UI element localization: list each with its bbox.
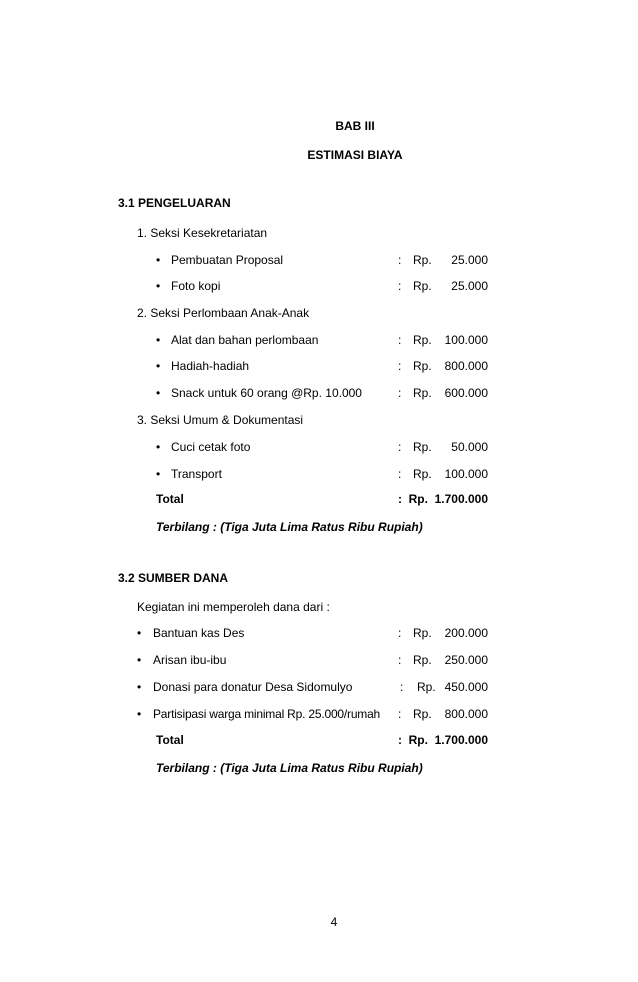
item-amount: 100.000: [444, 467, 488, 481]
item-label: Pembuatan Proposal: [171, 253, 284, 267]
item-label: Transport: [171, 467, 222, 481]
list-item: [0, 359, 638, 373]
bullet-icon: •: [156, 333, 161, 347]
item-label: Donasi para donatur Desa Sidomulyo: [153, 680, 353, 694]
total-value: Rp. 1.700.000: [408, 733, 488, 747]
section-intro: Kegiatan ini memperoleh dana dari :: [137, 600, 330, 614]
bullet-icon: •: [156, 253, 161, 267]
item-colon: :: [398, 386, 402, 400]
item-label: Snack untuk 60 orang @Rp. 10.000: [171, 386, 362, 400]
section-heading-pengeluaran: 3.1 PENGELUARAN: [118, 196, 231, 210]
item-currency: Rp.: [413, 333, 432, 347]
group-label-kesekretariatan: 1. Seksi Kesekretariatan: [137, 226, 268, 240]
list-item: [0, 707, 638, 721]
item-currency: Rp.: [413, 386, 432, 400]
item-label: Foto kopi: [171, 279, 221, 293]
item-colon: :: [398, 333, 402, 347]
item-currency: Rp.: [413, 440, 432, 454]
total-row: [0, 733, 638, 747]
item-label: Partisipasi warga minimal Rp. 25.000/rumah: [153, 707, 381, 721]
item-amount: 600.000: [444, 386, 488, 400]
bullet-icon: •: [156, 279, 161, 293]
bullet-icon: •: [137, 680, 142, 694]
item-currency: Rp.: [413, 653, 432, 667]
item-currency: Rp.: [417, 680, 436, 694]
item-colon: :: [400, 680, 404, 694]
item-currency: Rp.: [413, 707, 432, 721]
item-colon: :: [398, 707, 402, 721]
bullet-icon: •: [137, 653, 142, 667]
item-currency: Rp.: [413, 626, 432, 640]
item-amount: 25.000: [451, 253, 488, 267]
list-item: [0, 680, 638, 694]
list-item: [0, 467, 638, 481]
item-colon: :: [398, 467, 402, 481]
item-amount: 50.000: [451, 440, 488, 454]
list-item: [0, 386, 638, 400]
item-amount: 200.000: [444, 626, 488, 640]
item-label: Bantuan kas Des: [153, 626, 245, 640]
item-colon: :: [398, 359, 402, 373]
bullet-icon: •: [156, 467, 161, 481]
list-item: [0, 653, 638, 667]
item-amount: 100.000: [444, 333, 488, 347]
terbilang-text: Terbilang : (Tiga Juta Lima Ratus Ribu Rupiah): [156, 520, 423, 534]
item-currency: Rp.: [413, 279, 432, 293]
bullet-icon: •: [137, 707, 142, 721]
page-title: ESTIMASI BIAYA: [307, 148, 403, 162]
item-colon: :: [398, 253, 402, 267]
chapter-label: BAB III: [335, 119, 375, 133]
group-label-perlombaan: 2. Seksi Perlombaan Anak-Anak: [137, 306, 310, 320]
item-colon: :: [398, 653, 402, 667]
item-label: Alat dan bahan perlombaan: [171, 333, 319, 347]
bullet-icon: •: [156, 440, 161, 454]
list-item: [0, 253, 638, 267]
item-label: Hadiah-hadiah: [171, 359, 250, 373]
total-label: Total: [156, 733, 184, 747]
bullet-icon: •: [156, 386, 161, 400]
item-colon: :: [398, 626, 402, 640]
list-item: [0, 333, 638, 347]
item-currency: Rp.: [413, 359, 432, 373]
item-label: Cuci cetak foto: [171, 440, 251, 454]
list-item: [0, 626, 638, 640]
total-row: [0, 492, 638, 506]
page-number: 4: [330, 915, 338, 929]
total-colon: :: [398, 733, 402, 747]
item-amount: 250.000: [444, 653, 488, 667]
terbilang-text: Terbilang : (Tiga Juta Lima Ratus Ribu Rupiah): [156, 761, 423, 775]
total-colon: :: [398, 492, 402, 506]
bullet-icon: •: [156, 359, 161, 373]
item-amount: 25.000: [451, 279, 488, 293]
bullet-icon: •: [137, 626, 142, 640]
group-label-umum-dokumentasi: 3. Seksi Umum & Dokumentasi: [137, 413, 304, 427]
total-value: Rp. 1.700.000: [408, 492, 488, 506]
item-label: Arisan ibu-ibu: [153, 653, 227, 667]
list-item: [0, 279, 638, 293]
item-currency: Rp.: [413, 467, 432, 481]
list-item: [0, 440, 638, 454]
item-currency: Rp.: [413, 253, 432, 267]
total-label: Total: [156, 492, 184, 506]
item-colon: :: [398, 440, 402, 454]
item-amount: 450.000: [444, 680, 488, 694]
item-colon: :: [398, 279, 402, 293]
item-amount: 800.000: [444, 359, 488, 373]
item-amount: 800.000: [444, 707, 488, 721]
section-heading-sumber-dana: 3.2 SUMBER DANA: [118, 571, 229, 585]
